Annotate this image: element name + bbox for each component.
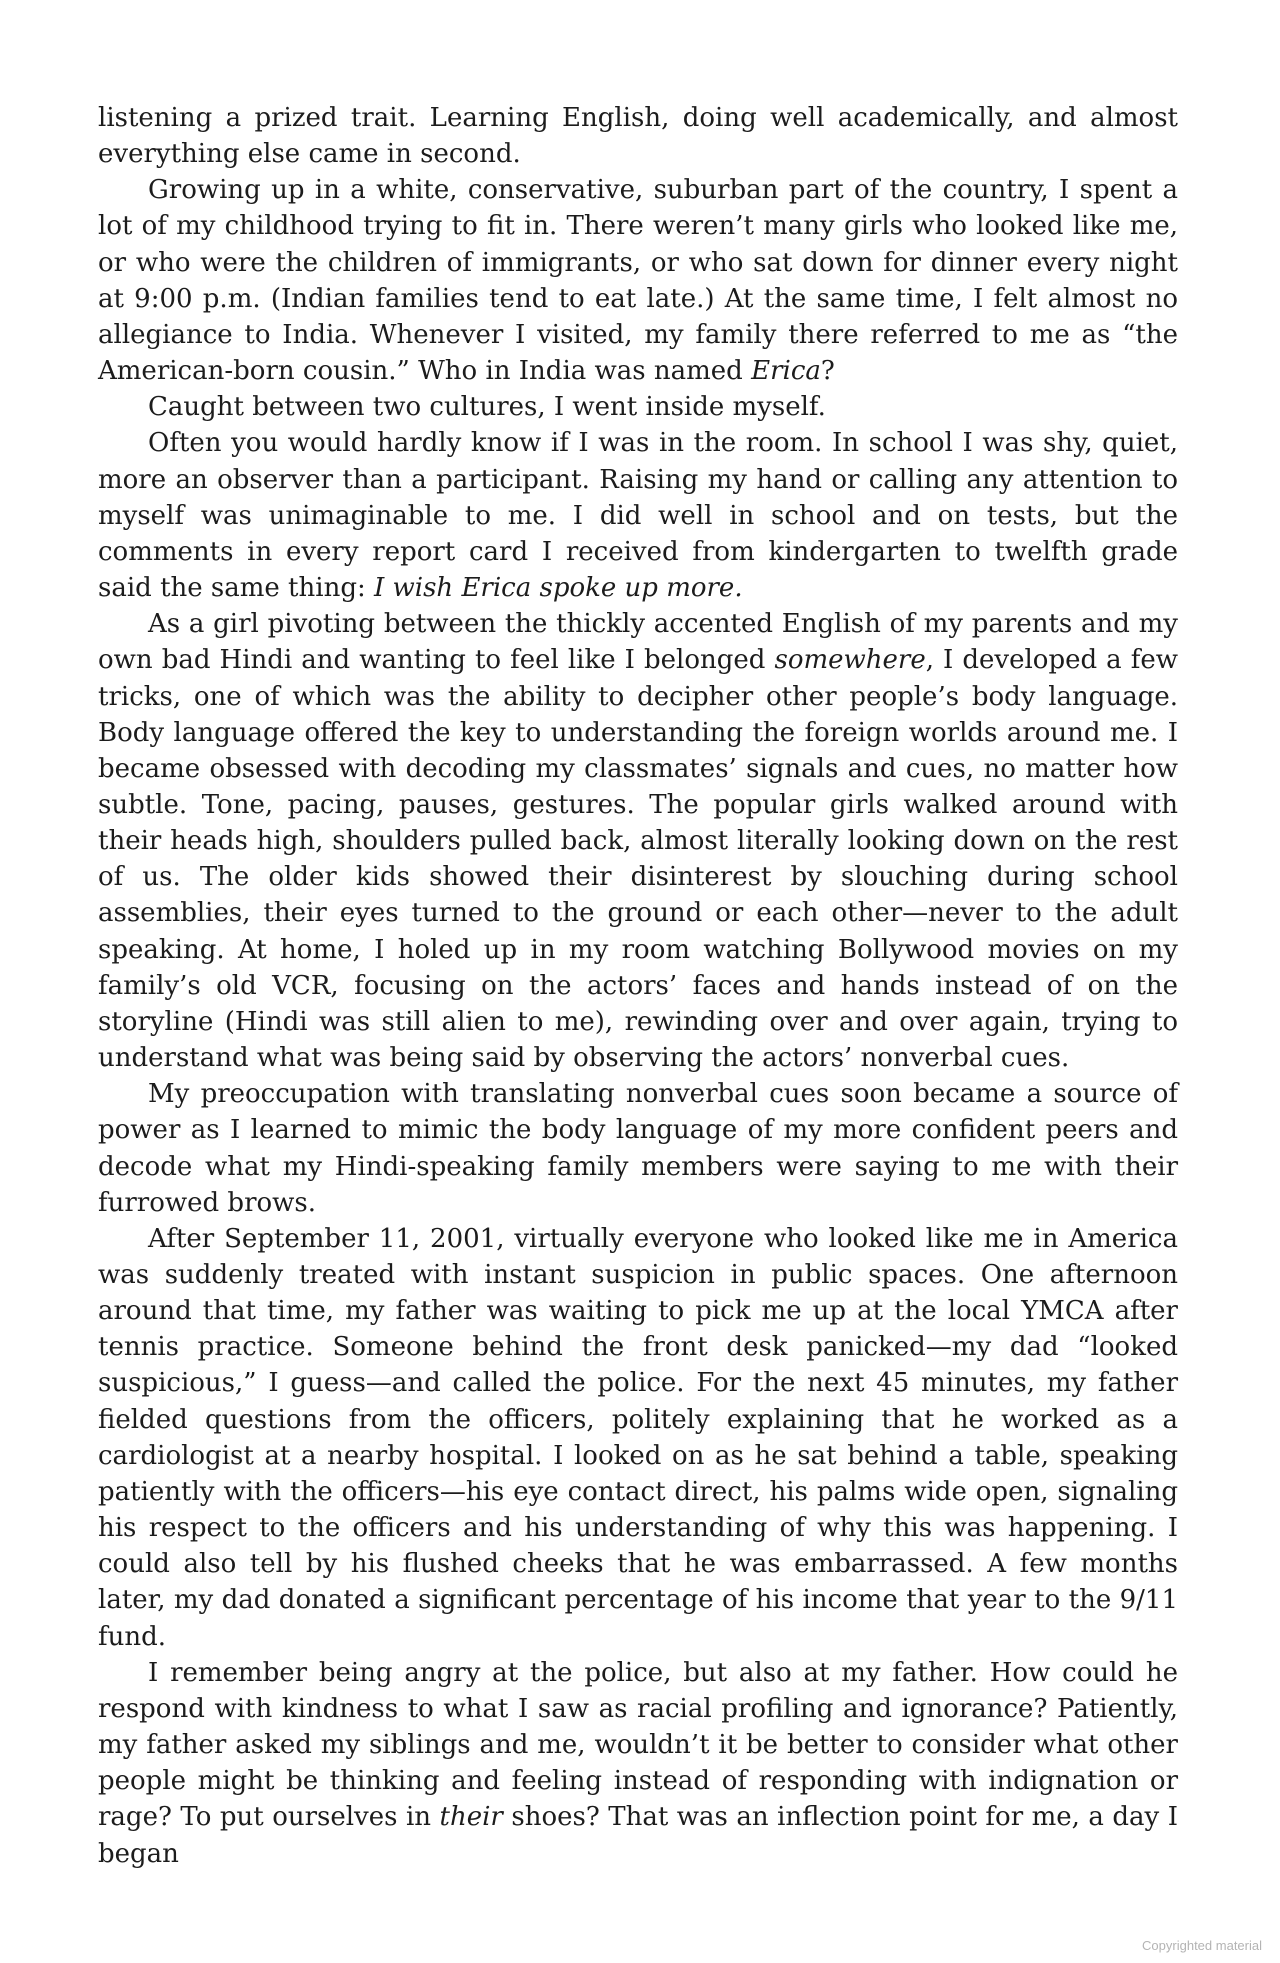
paragraph-2: Growing up in a white, conservative, suburban part of the country, I spent a lot of my childhood trying to fit in. There weren’t many girls who looked like me, or who were the children of immigrants, or who sat down for dinner every night at 9:00 p.m. (Indian families tend to eat late.) At the same time, I felt almost no allegiance to India. Whenever I visited, my family there referred to me as “the American-born cousin.” Who in India was named Erica? — [98, 175, 1178, 387]
paragraph-3: Caught between two cultures, I went inside myself. — [148, 392, 826, 423]
paragraph-5: As a girl pivoting between the thickly accented English of my parents and my own bad Hindi and wanting to feel like I belonged somewhere, I developed a few tricks, one of which was the ability to decipher other people’s body language. Body language offered the key to understanding the foreign worlds around me. I became obsessed with decoding my classmates’ signals and cues, no matter how subtle. Tone, pacing, pauses, gestures. The popular girls walked around with their heads high, shoulders pulled back, almost literally looking down on the rest of us. The older kids showed their disinterest by slouching during school assemblies, their eyes turned to the ground or each other—never to the adult speaking. At home, I holed up in my room watching Bollywood movies on my family’s old VCR, focusing on the actors’ faces and hands instead of on the storyline (Hindi was still alien to me), rewinding over and over again, trying to understand what was being said by observing the actors’ nonverbal cues. — [98, 609, 1178, 1074]
emphasis-somewhere: somewhere — [774, 645, 926, 676]
emphasis-their: their — [439, 1802, 503, 1833]
paragraph-8: I remember being angry at the police, but also at my father. How could he respond with kindness to what I saw as racial profiling and ignorance? Patiently, my father asked my siblings and me, wouldn’t it be better to consider what other people might be thinking and feeling instead of responding with indignation or rage? To put ourselves in their shoes? That was an inflection point for me, a day I began — [98, 1657, 1178, 1869]
copyright-watermark: Copyrighted material — [1142, 1938, 1262, 1953]
paragraph-1: listening a prized trait. Learning English, doing well academically, and almost everything else came in second. — [98, 103, 1178, 170]
page-body — [98, 100, 1178, 1872]
paragraph-6: My preoccupation with translating nonverbal cues soon became a source of power as I learned to mimic the body language of my more confident peers and decode what my Hindi-speaking family members were saying to me with their furrowed brows. — [98, 1079, 1178, 1218]
paragraph-4: Often you would hardly know if I was in the room. In school I was shy, quiet, more an observer than a participant. Raising my hand or calling any attention to myself was unimaginable to me. I did well in school and on tests, but the comments in every report card I received from kindergarten to twelfth grade said the same thing: I wish Erica spoke up more. — [98, 428, 1178, 604]
emphasis-name: Erica — [751, 356, 821, 387]
emphasis-quote: I wish Erica spoke up more. — [373, 573, 743, 604]
paragraph-7: After September 11, 2001, virtually everyone who looked like me in America was suddenly treated with instant suspicion in public spaces. One afternoon around that time, my father was waiting to pick me up at the local YMCA after tennis practice. Someone behind the front desk panicked—my dad “looked suspicious,” I guess—and called the police. For the next 45 minutes, my father fielded questions from the officers, politely explaining that he worked as a cardiologist at a nearby hospital. I looked on as he sat behind a table, speaking patiently with the officers—his eye contact direct, his palms wide open, signaling his respect to the officers and his understanding of why this was happening. I could also tell by his flushed cheeks that he was embarrassed. A few months later, my dad donated a significant percentage of his income that year to the 9/11 fund. — [98, 1223, 1178, 1652]
